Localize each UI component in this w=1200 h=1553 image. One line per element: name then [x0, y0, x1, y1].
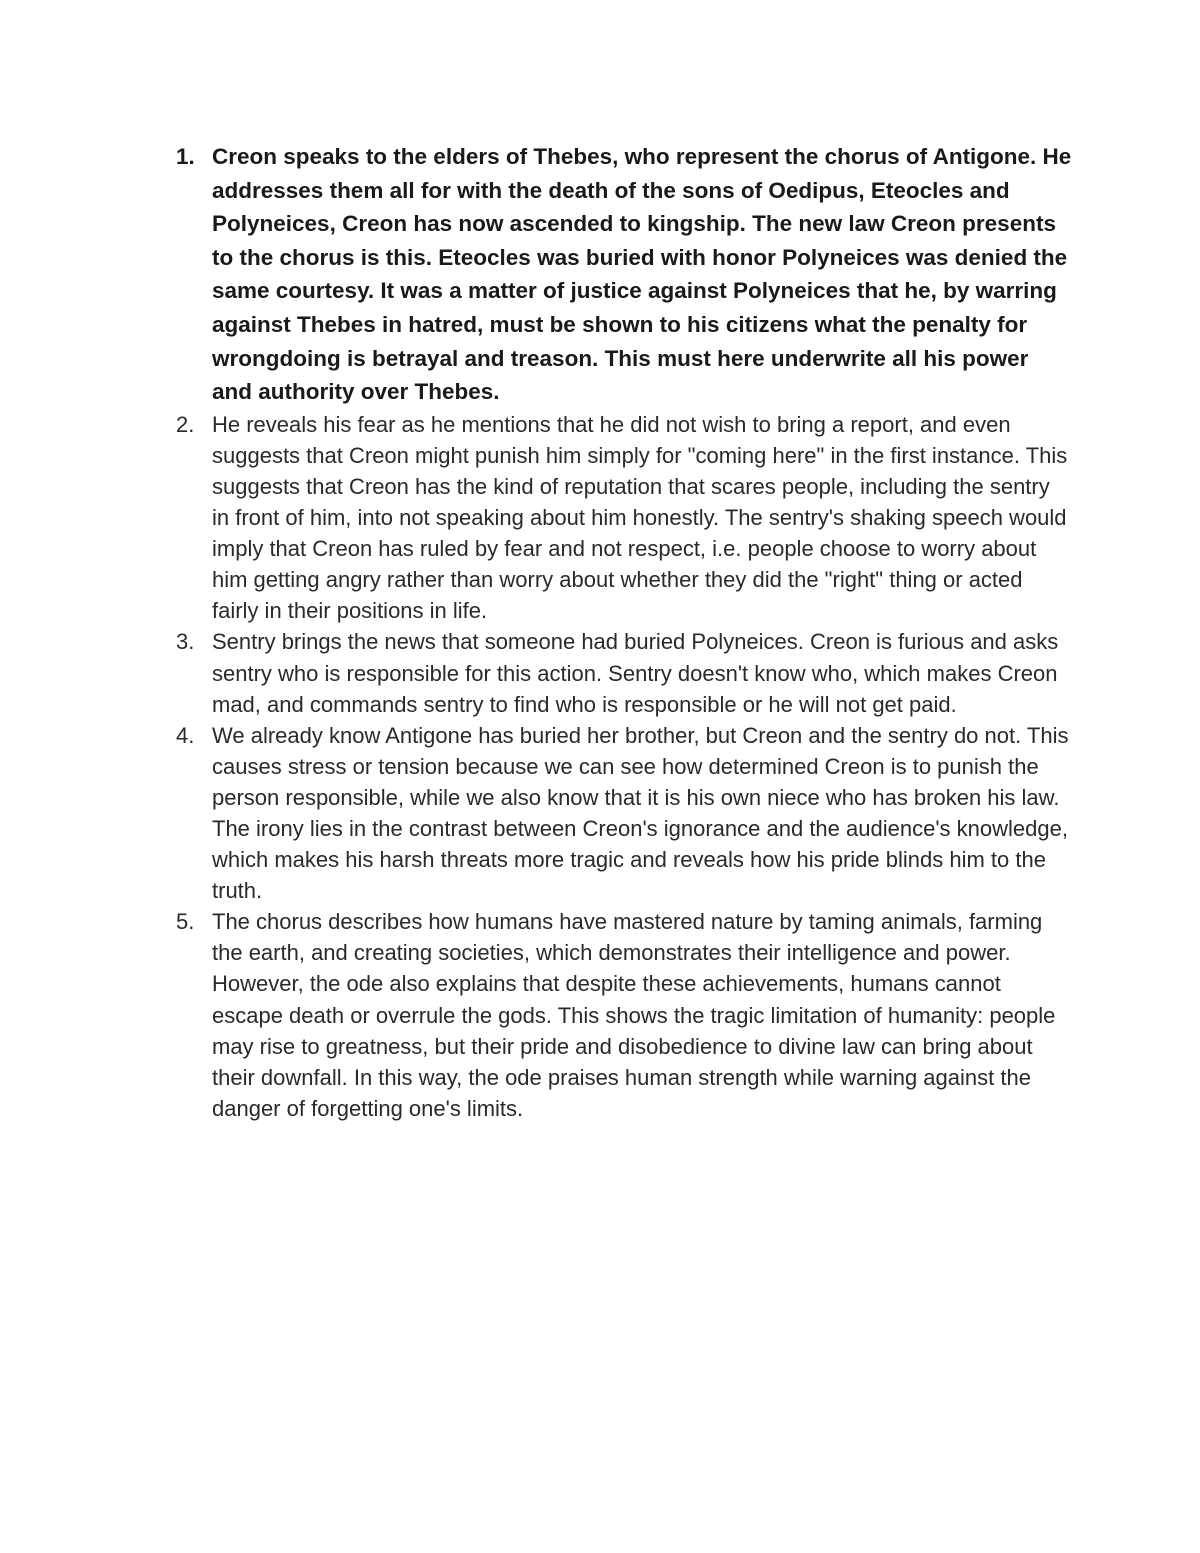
list-item: [172, 409, 1072, 627]
list-item-number: 1.: [176, 144, 195, 169]
list-item-text: The chorus describes how humans have mastered nature by taming animals, farming the earth, and creating societies, which demonstrates their intelligence and power. However, the ode also explains that despite these achievements, humans cannot escape death or overrule the gods. This shows the tragic limitation of humanity: people may rise to greatness, but their pride and disobedience to divine law can bring about their downfall. In this way, the ode praises human strength while warning against the danger of forgetting one's limits.: [212, 909, 1056, 1121]
list-item-number: 2.: [176, 411, 195, 437]
answer-list: [172, 140, 1072, 1124]
list-item-text: Sentry brings the news that someone had buried Polyneices. Creon is furious and asks sentry who is responsible for this action. Sentry doesn't know who, which makes Creon mad, and commands sentry to find who is responsible or he will not get paid.: [212, 629, 1059, 717]
list-item-number: 5.: [176, 909, 195, 935]
list-item: [172, 720, 1072, 907]
list-item-number: 4.: [176, 722, 195, 748]
list-item-text: We already know Antigone has buried her brother, but Creon and the sentry do not. This causes stress or tension because we can see how determined Creon is to punish the person responsible, while we also know that it is his own niece who has broken his law. The irony lies in the contrast between Creon's ignorance and the audience's knowledge, which makes his harsh threats more tragic and reveals how his pride blinds him to the truth.: [212, 722, 1069, 904]
list-item: [172, 626, 1072, 719]
list-item: [172, 140, 1072, 409]
list-item-text: He reveals his fear as he mentions that he did not wish to bring a report, and even suggests that Creon might punish him simply for "coming here" in the first instance. This suggests that Creon has the kind of reputation that scares people, including the sentry in front of him, into not speaking about him honestly. The sentry's shaking speech would imply that Creon has ruled by fear and not respect, i.e. people choose to worry about him getting angry rather than worry about whether they did the "right" thing or acted fairly in their positions in life.: [212, 411, 1068, 624]
list-item-text: Creon speaks to the elders of Thebes, who represent the chorus of Antigone. He addresses them all for with the death of the sons of Oedipus, Eteocles and Polyneices, Creon has now ascended to kingship. The new law Creon presents to the chorus is this. Eteocles was buried with honor Polyneices was denied the same courtesy. It was a matter of justice against Polyneices that he, by warring against Thebes in hatred, must be shown to his citizens what the penalty for wrongdoing is betrayal and treason. This must here underwrite all his power and authority over Thebes.: [212, 144, 1072, 405]
list-item: [172, 906, 1072, 1124]
list-item-number: 3.: [176, 629, 195, 655]
